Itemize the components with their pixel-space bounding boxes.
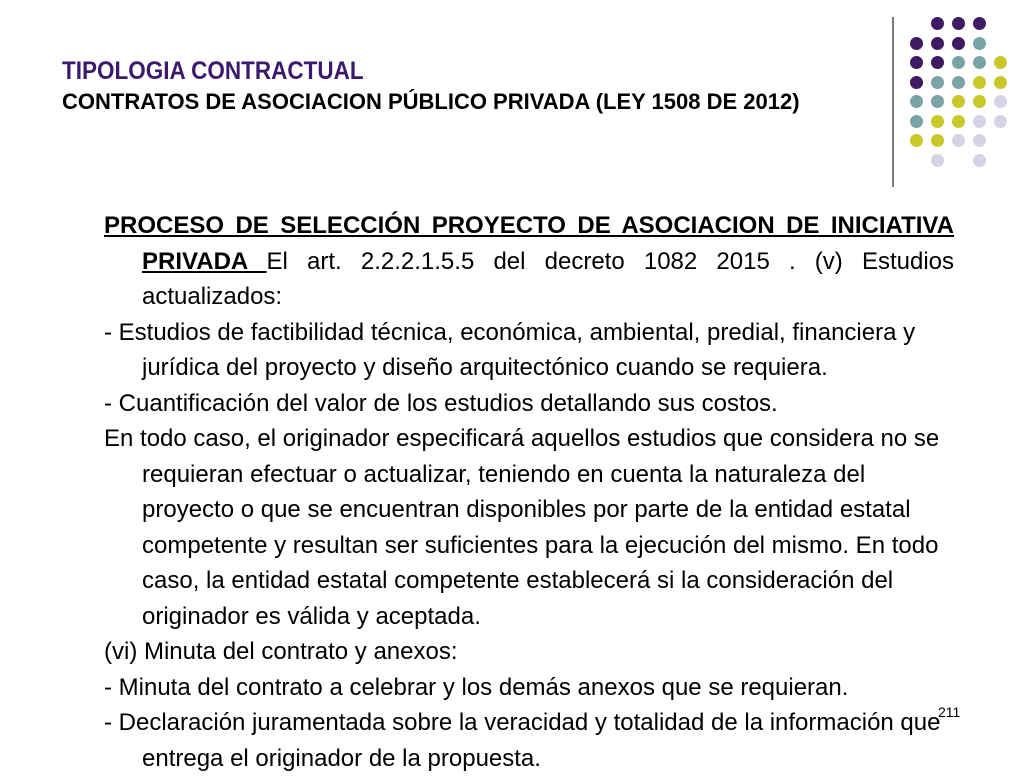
decorative-dot [910,37,923,50]
decorative-dot [994,95,1007,108]
decorative-dot [994,115,1007,128]
section-heading: PROCESO DE SELECCIÓN PROYECTO DE ASOCIACION DE INICIATIVA PRIVADA [104,212,954,275]
decorative-dot [994,76,1007,89]
body-paragraph: - Cuantificación del valor de los estudios detallando sus costos. [104,389,778,417]
decorative-dot [931,154,944,167]
decorative-dot [952,134,965,147]
body-paragraph: - Estudios de factibilidad técnica, económica, ambiental, predial, financiera y jurídica del proyecto y diseño arquitectónico cuando se requiera. [104,318,916,381]
body-paragraph: - Declaración juramentada sobre la veracidad y totalidad de la información que entrega el originador de la propuesta. [104,709,941,772]
body-paragraph: En todo caso, el originador especificará aquellos estudios que considera no se requieran efectuar o actualizar, teniendo en cuenta la naturaleza del proyecto o que se encuentran disponibles por parte de la entidad estatal competente y resultan ser suficientes para la ejecución del mismo. En todo caso, la entidad estatal competente establecerá si la consideración del originador es válida y aceptada. [104,425,940,630]
decorative-dot [931,95,944,108]
decorative-dot [910,76,923,89]
decorative-dot [952,17,965,30]
title-line-1: TIPOLOGIA CONTRACTUAL [62,57,364,85]
body-paragraph: (vi) Minuta del contrato y anexos: [104,638,458,665]
decorative-dot [910,115,923,128]
decorative-dot [931,134,944,147]
decorative-dot [952,95,965,108]
section-heading-paragraph [104,208,954,315]
decorative-dot [973,115,986,128]
body-paragraph: - Minuta del contrato a celebrar y los demás anexos que se requieran. [104,673,849,701]
decorative-dot [931,37,944,50]
decorative-dot [973,37,986,50]
decorative-dot [931,56,944,69]
slide-title [62,56,862,117]
title-line-2: CONTRATOS DE ASOCIACION PÚBLICO PRIVADA (LEY 1508 DE 2012) [62,89,800,114]
page-number: 211 [938,704,961,720]
decorative-dot [952,37,965,50]
decorative-dot [973,17,986,30]
slide-body [104,208,954,776]
decorative-dot [910,134,923,147]
decorative-dot [910,56,923,69]
decorative-dot [952,115,965,128]
decorative-dot [931,17,944,30]
section-heading-rest: El art. 2.2.2.1.5.5 del decreto 1082 2015 . (v) Estudios actualizados: [142,247,955,310]
decorative-dot [973,154,986,167]
vertical-divider [892,17,894,187]
decorative-dot [952,76,965,89]
decorative-dot [973,76,986,89]
decorative-dot [952,56,965,69]
decorative-dot [973,56,986,69]
decorative-dot [973,134,986,147]
decorative-dot [910,95,923,108]
decorative-dot [931,115,944,128]
decorative-dot [931,76,944,89]
decorative-dot [973,95,986,108]
decorative-dot [994,56,1007,69]
